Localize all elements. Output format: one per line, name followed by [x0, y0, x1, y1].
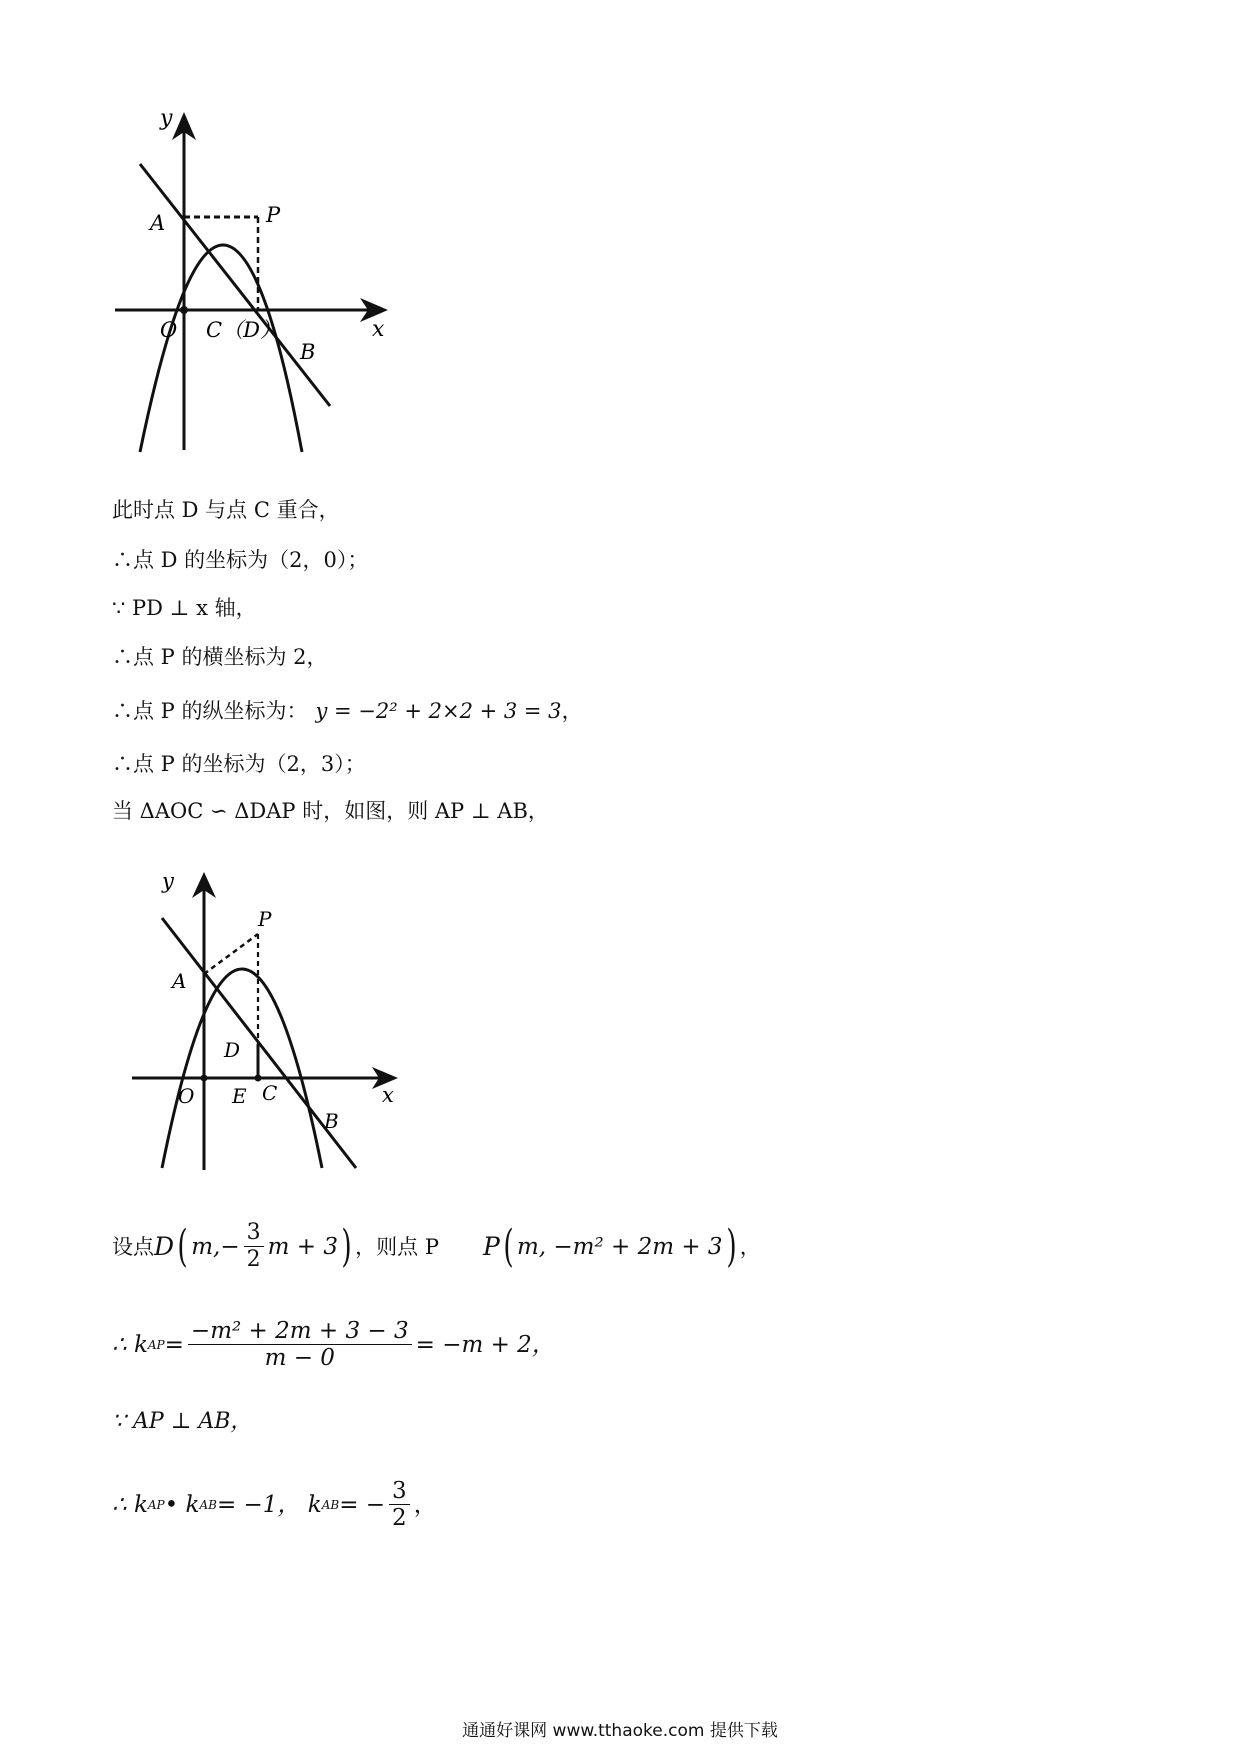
text-l8-mid: ，则点 P	[355, 1234, 439, 1259]
label-e: E	[232, 1084, 247, 1108]
label-x: x	[382, 1083, 394, 1107]
paren-open: (	[503, 1220, 514, 1272]
label-p: P	[258, 907, 272, 931]
paren-open: (	[177, 1220, 188, 1272]
text-l9-rhs: = −m + 2，	[415, 1331, 555, 1358]
text-l5-suffix: ，	[561, 699, 583, 723]
text-line-7	[112, 797, 549, 825]
text-l8-rest: m + 3	[267, 1233, 338, 1260]
fraction-num: 3	[244, 1220, 264, 1247]
text-l4: ∴点 P 的横坐标为 2，	[112, 645, 328, 669]
text-l8-m: m,−	[191, 1233, 240, 1260]
text-l5-prefix: ∴点 P 的纵坐标为：	[112, 699, 308, 723]
text-l9-sub: AP	[147, 1337, 165, 1352]
text-line-6	[112, 750, 366, 778]
origin-dot	[201, 1075, 208, 1082]
dashed-ap	[204, 934, 258, 974]
label-a: A	[150, 211, 166, 235]
text-line-1	[112, 496, 340, 524]
origin-dot	[180, 306, 188, 314]
fraction-kap	[188, 1318, 412, 1371]
text-line-10	[112, 1408, 252, 1436]
text-l11-sub1: AP	[147, 1497, 165, 1512]
text-l7: 当 ΔAOC ∽ ΔDAP 时，如图，则 AP ⊥ AB，	[112, 799, 549, 823]
label-d: D	[224, 1038, 241, 1062]
fraction-three-halves-2	[389, 1478, 410, 1531]
text-l1: 此时点 D 与点 C 重合，	[112, 498, 340, 522]
text-line-4	[112, 643, 328, 671]
label-o: O	[178, 1084, 195, 1108]
fraction-den: 2	[392, 1505, 407, 1531]
fraction-den: m − 0	[264, 1345, 335, 1371]
paren-close: )	[725, 1220, 737, 1272]
text-l11-b: • k	[164, 1491, 200, 1518]
text-l11-e: ，	[413, 1491, 437, 1518]
label-cd: C（D）	[206, 318, 281, 342]
fraction-num: −m² + 2m + 3 − 3	[188, 1318, 412, 1345]
text-l8-prefix: 设点	[112, 1234, 154, 1259]
text-line-9	[112, 1318, 555, 1371]
label-y: y	[160, 106, 173, 131]
label-c: C	[262, 1081, 278, 1105]
text-line-11	[112, 1478, 437, 1531]
text-l8-p: P	[482, 1231, 500, 1261]
text-l3: ∵ PD ⊥ x 轴，	[112, 596, 257, 620]
text-l11-sub2: AB	[199, 1497, 217, 1512]
parabola-curve	[140, 245, 302, 452]
point-e-dot	[255, 1075, 262, 1082]
text-l9-eq: =	[164, 1331, 184, 1358]
fraction-three-halves	[244, 1220, 264, 1273]
text-line-2	[112, 546, 368, 574]
text-l6: ∴点 P 的坐标为（2，3）；	[112, 752, 366, 776]
label-o: O	[160, 318, 178, 342]
label-a: A	[172, 969, 187, 993]
text-line-5	[112, 697, 583, 725]
label-x: x	[372, 317, 385, 342]
line-ab	[140, 164, 330, 406]
paren-close: )	[341, 1220, 352, 1272]
label-p: P	[266, 203, 281, 227]
text-l11-a: ∴ k	[112, 1491, 148, 1518]
text-l9-prefix: ∴ k	[112, 1331, 148, 1358]
text-l11-d: = −	[339, 1491, 386, 1518]
text-l8-d: D	[154, 1231, 175, 1261]
text-l8-pcoord: m, −m² + 2m + 3	[516, 1233, 723, 1260]
label-b: B	[324, 1109, 339, 1133]
page-footer: 通通好课网 www.tthaoke.com 提供下载	[462, 1721, 778, 1741]
text-l11-sub3: AB	[321, 1497, 340, 1512]
figure-1	[110, 100, 440, 460]
text-l5-formula: y = −2² + 2×2 + 3 = 3	[315, 699, 562, 723]
text-l11-c: = −1， k	[216, 1491, 322, 1518]
text-line-8	[112, 1220, 761, 1273]
label-y: y	[162, 869, 174, 893]
text-l2: ∴点 D 的坐标为（2，0）；	[112, 548, 369, 572]
text-line-3	[112, 594, 257, 622]
fraction-den: 2	[246, 1247, 261, 1272]
parabola-curve	[162, 969, 322, 1168]
text-l8-end: ，	[739, 1234, 761, 1259]
text-l10: ∵ AP ⊥ AB，	[112, 1409, 253, 1434]
figure-2	[120, 852, 440, 1182]
label-b: B	[300, 340, 316, 364]
fraction-num: 3	[389, 1478, 410, 1505]
